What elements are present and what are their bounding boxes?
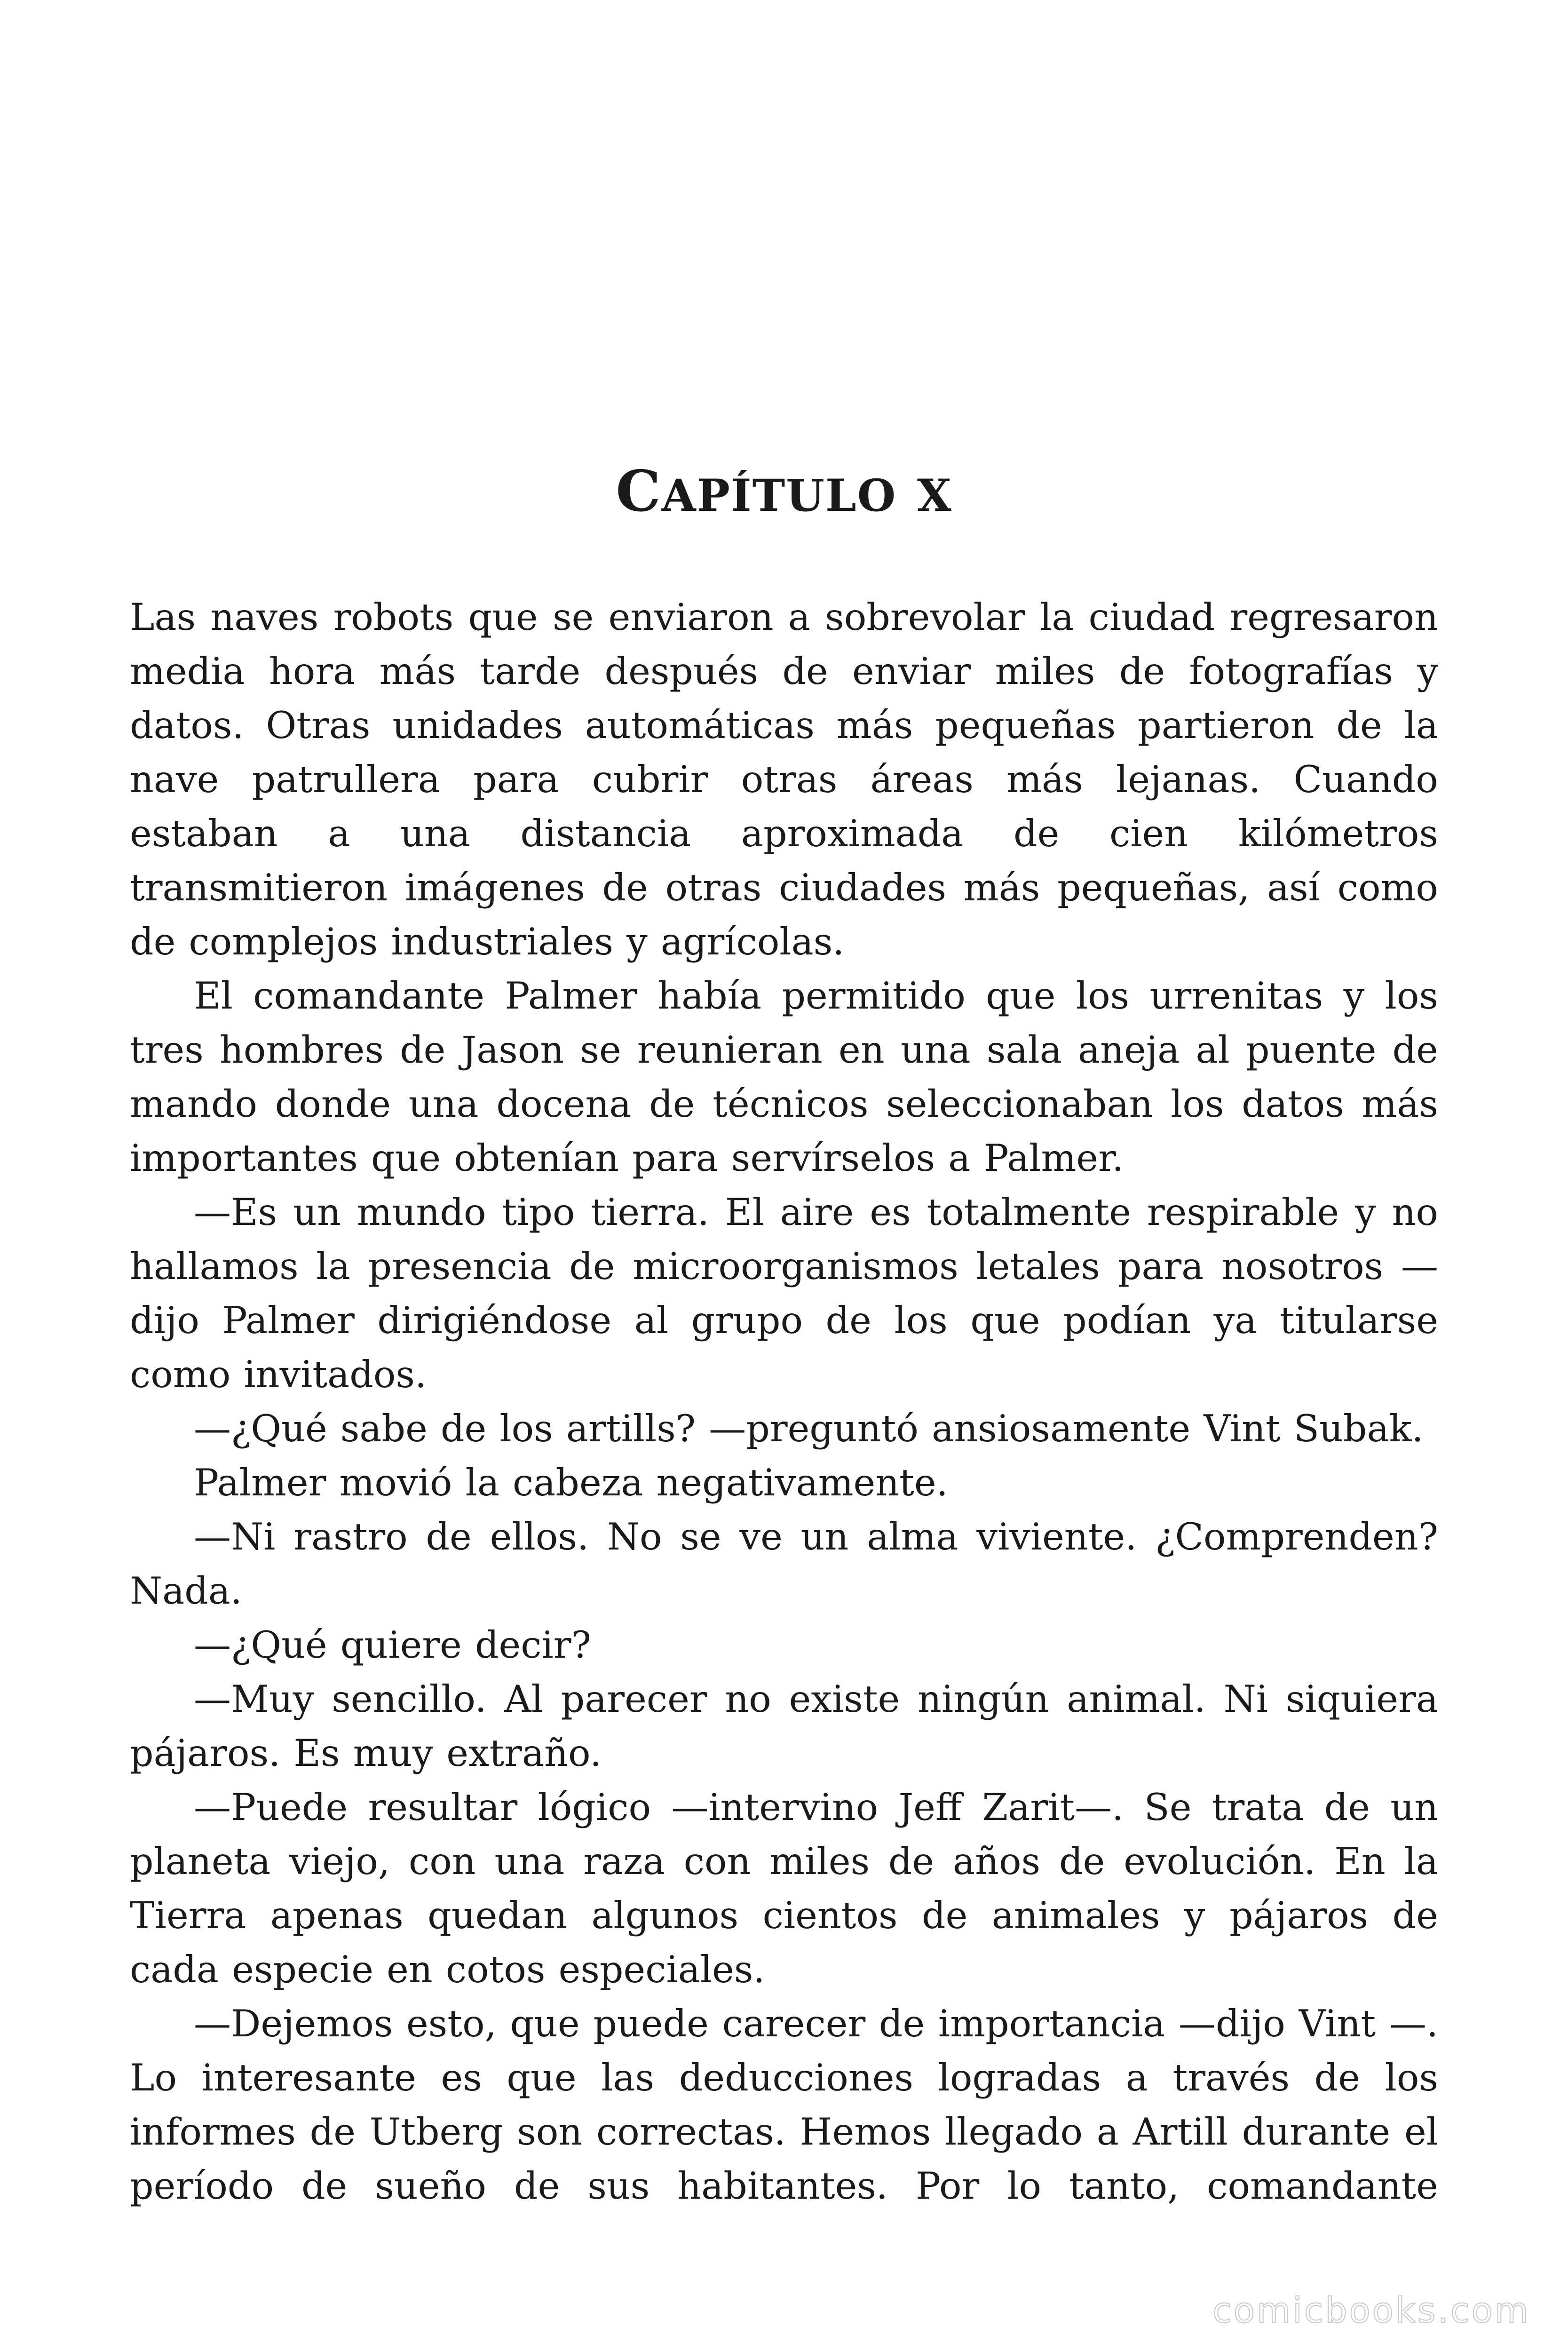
paragraph: El comandante Palmer había permitido que los urrenitas y los tres hombres de Jason se reunieran en una sala aneja al puente de mando donde una docena de técnicos seleccionaban los datos más importantes que obtenían para servírselos a Palmer.	[130, 974, 1438, 1180]
chapter-number: X	[917, 470, 952, 522]
chapter-title-initial: C	[616, 458, 662, 524]
paragraph: Las naves robots que se enviaron a sobrevolar la ciudad regresaron media hora más tarde después de enviar miles de fotografías y datos. Otras unidades automáticas más pequeñas partieron de la nave patrullera para cubrir otras áreas más lejanas. Cuando estaban a una distancia aproximada de cien kilómetros transmitieron imágenes de otras ciudades más pequeñas, así como de complejos industriales y agrícolas.	[130, 596, 1438, 963]
paragraph: —Puede resultar lógico —intervino Jeff Zarit—. Se trata de un planeta viejo, con una raza con miles de años de evolución. En la Tierra apenas quedan algunos cientos de animales y pájaros de cada especie en cotos especiales.	[130, 1786, 1438, 1991]
chapter-title-word: APÍTULO	[661, 470, 897, 522]
paragraph: —Dejemos esto, que puede carecer de importancia —dijo Vint —. Lo interesante es que las deducciones logradas a través de los informes de Utberg son correctas. Hemos llegado a Artill durante el período de sueño de sus habitantes. Por lo tanto, comandante	[130, 2002, 1438, 2208]
chapter-title	[0, 458, 1568, 524]
paragraph: —Muy sencillo. Al parecer no existe ningún animal. Ni siquiera pájaros. Es muy extraño.	[130, 1677, 1438, 1775]
paragraph: Palmer movió la cabeza negativamente.	[194, 1461, 948, 1504]
watermark: comicbooks.com	[1212, 2290, 1530, 2331]
chapter-body	[130, 590, 1438, 2213]
paragraph: —Es un mundo tipo tierra. El aire es totalmente respirable y no hallamos la presencia de microorganismos letales para nosotros —dijo Palmer dirigiéndose al grupo de los que podían ya titularse como invitados.	[130, 1191, 1438, 1396]
paragraph: —Ni rastro de ellos. No se ve un alma viviente. ¿Comprenden? Nada.	[130, 1515, 1438, 1613]
paragraph: —¿Qué quiere decir?	[194, 1623, 591, 1667]
paragraph: —¿Qué sabe de los artills? —preguntó ansiosamente Vint Subak.	[194, 1407, 1424, 1450]
